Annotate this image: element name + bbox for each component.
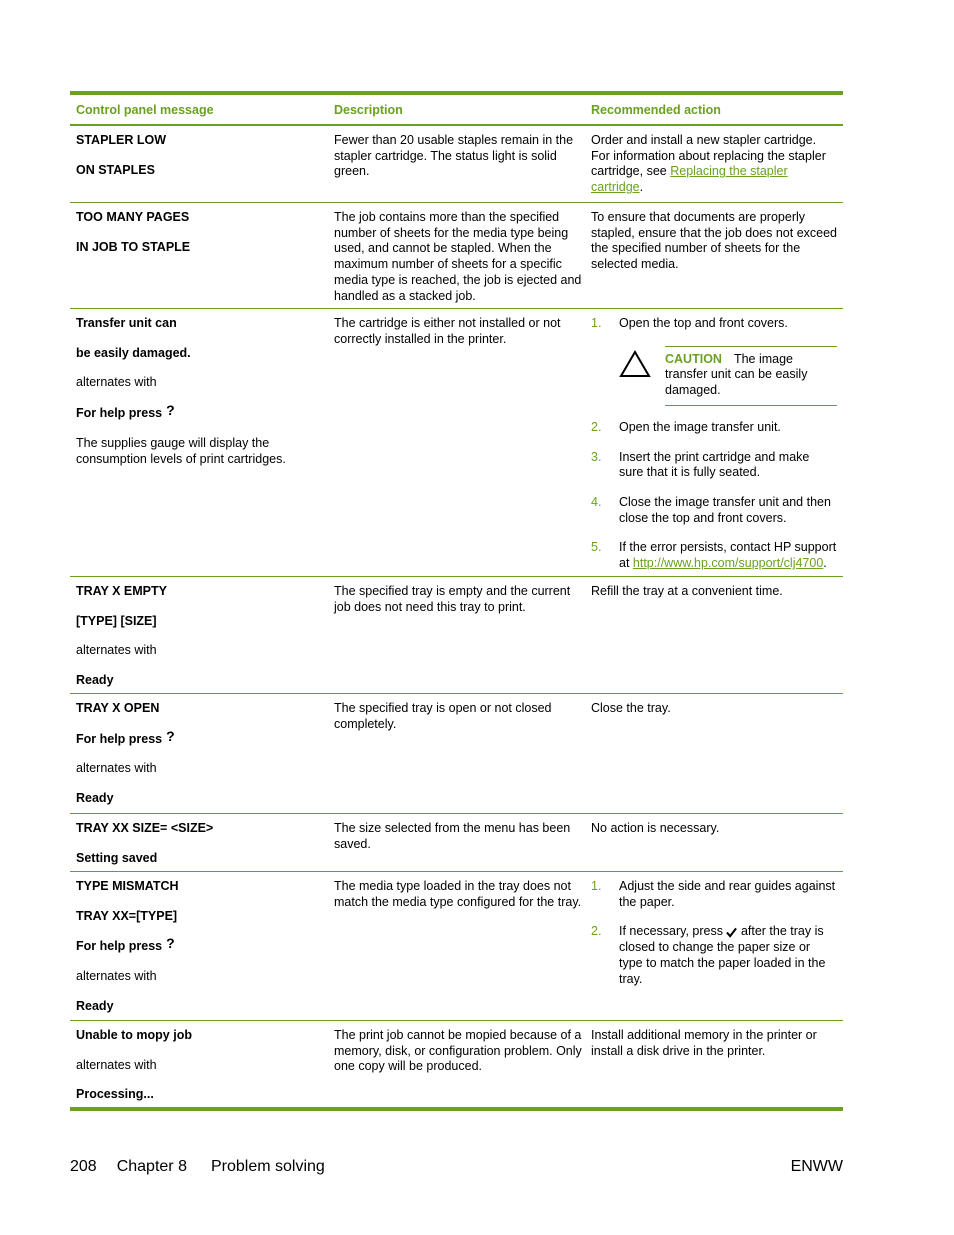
message-line xyxy=(76,727,328,748)
description-cell: The specified tray is empty and the current job does not need this tray to print. xyxy=(334,584,571,614)
message-line: Processing... xyxy=(76,1087,154,1102)
caution-text: The image transfer unit can be easily damaged. xyxy=(665,351,808,398)
step-number: 3. xyxy=(591,449,602,464)
help-label: For help press xyxy=(76,406,163,421)
message-line: STAPLER LOW xyxy=(76,133,167,147)
replacing-stapler-link[interactable]: Replacing the stapler cartridge xyxy=(591,164,788,195)
action-text-end: . xyxy=(639,180,644,195)
table-row xyxy=(70,126,843,203)
message-cell xyxy=(70,1028,328,1107)
help-label: For help press xyxy=(76,731,163,746)
step-number: 1. xyxy=(591,316,602,330)
message-line: TRAY X EMPTY xyxy=(76,584,167,598)
message-line: Ready xyxy=(76,791,114,806)
page-footer xyxy=(70,1158,843,1176)
message-line xyxy=(76,935,328,955)
message-line: alternates with xyxy=(76,375,157,390)
message-line: TRAY XX SIZE= <SIZE> xyxy=(76,821,214,835)
action-cell: Refill the tray at a convenient time. xyxy=(591,584,783,598)
table-bottom-rule xyxy=(70,1107,843,1111)
step-item xyxy=(591,420,837,436)
help-icon: ? xyxy=(166,402,175,419)
caution-note xyxy=(619,346,837,406)
action-cell: Close the tray. xyxy=(591,701,671,715)
warning-triangle-icon xyxy=(619,346,665,406)
step-item xyxy=(591,924,837,987)
message-cell xyxy=(70,879,328,1020)
action-cell: To ensure that documents are properly stapled, ensure that the job does not exceed the specified number of sheets for the selected media. xyxy=(591,210,838,272)
table-row xyxy=(70,203,843,309)
step-number: 5. xyxy=(591,540,602,555)
message-line: TYPE MISMATCH xyxy=(76,879,179,893)
message-line: Unable to mopy job xyxy=(76,1028,192,1042)
step-text-suffix: . xyxy=(823,556,827,571)
step-number: 2. xyxy=(591,419,602,434)
step-number: 4. xyxy=(591,494,602,509)
message-cell xyxy=(70,584,328,693)
step-text: Open the image transfer unit. xyxy=(619,419,781,434)
caution-label: CAUTION xyxy=(665,351,722,366)
message-line: alternates with xyxy=(76,761,157,776)
help-icon: ? xyxy=(166,935,175,952)
table-row xyxy=(70,1021,843,1107)
step-item xyxy=(591,495,837,526)
step-text: Open the top and front covers. xyxy=(619,316,788,330)
caution-box xyxy=(665,346,837,406)
message-line: alternates with xyxy=(76,643,157,658)
message-line: IN JOB TO STAPLE xyxy=(76,239,191,254)
locale-code: ENWW xyxy=(790,1158,843,1175)
table-row xyxy=(70,694,843,814)
step-text: Close the image transfer unit and then close the top and front covers. xyxy=(619,494,831,525)
description-cell: Fewer than 20 usable staples remain in the stapler cartridge. The status light is solid green. xyxy=(334,133,574,179)
message-line: Setting saved xyxy=(76,850,158,865)
description-cell: The specified tray is open or not closed completely. xyxy=(334,701,552,731)
step-item xyxy=(591,316,837,332)
step-text: Adjust the side and rear guides against the paper. xyxy=(619,879,836,909)
message-cell xyxy=(70,316,328,576)
description-cell: The cartridge is either not installed or not correctly installed in the printer. xyxy=(334,316,561,346)
step-text xyxy=(619,540,837,571)
action-cell xyxy=(585,316,843,576)
message-line: TRAY XX=[TYPE] xyxy=(76,908,178,923)
step-item xyxy=(591,450,837,481)
step-number: 2. xyxy=(591,924,602,939)
message-cell xyxy=(70,133,328,202)
message-line: alternates with xyxy=(76,969,157,984)
description-cell: The size selected from the menu has been saved. xyxy=(334,821,571,851)
hp-support-link[interactable]: http://www.hp.com/support/clj4700 xyxy=(632,556,824,571)
step-text: Insert the print cartridge and make sure that it is fully seated. xyxy=(619,449,810,480)
action-cell xyxy=(585,133,843,202)
step-number: 1. xyxy=(591,879,602,893)
table-row xyxy=(70,872,843,1021)
message-line: Transfer unit can xyxy=(76,316,177,330)
step-item xyxy=(591,540,837,571)
help-icon: ? xyxy=(166,727,175,744)
message-line: [TYPE] [SIZE] xyxy=(76,613,157,628)
step-text xyxy=(619,924,837,987)
message-table xyxy=(70,91,843,1111)
help-label: For help press xyxy=(76,939,163,954)
description-cell: The job contains more than the specified number of sheets for the media type being used, and cannot be stapled. When the maximum number of sheets for a specific media type is reached, the job is ejected and handled as a stacked job. xyxy=(334,210,582,303)
header-description: Description xyxy=(334,102,403,117)
header-control-panel-message: Control panel message xyxy=(76,102,214,117)
table-row xyxy=(70,814,843,872)
step-text-suffix: after the tray is closed to change the paper size or type to match the paper loaded in the tray. xyxy=(619,924,826,986)
message-cell xyxy=(70,821,328,871)
step-item xyxy=(591,879,837,910)
description-cell: The print job cannot be mopied because of a memory, disk, or configuration problem. Only one copy will be produced. xyxy=(334,1028,582,1074)
chapter-label: Chapter 8 xyxy=(116,1158,187,1175)
message-line: TRAY X OPEN xyxy=(76,701,160,715)
description-cell: The media type loaded in the tray does not match the media type configured for the tray. xyxy=(334,879,582,909)
header-recommended-action: Recommended action xyxy=(591,102,721,117)
checkmark-icon xyxy=(726,927,737,938)
action-cell: No action is necessary. xyxy=(591,821,720,835)
message-line: Ready xyxy=(76,998,114,1013)
action-text: Order and install a new stapler cartridge. For information about replacing the stapler cartridge, see xyxy=(591,133,826,179)
message-line: be easily damaged. xyxy=(76,345,191,360)
message-line: TOO MANY PAGES xyxy=(76,210,190,224)
message-line: ON STAPLES xyxy=(76,162,155,177)
step-text-prefix: If necessary, press xyxy=(619,924,723,939)
page-number: 208 xyxy=(70,1158,97,1175)
message-line: alternates with xyxy=(76,1057,157,1072)
section-title: Problem solving xyxy=(210,1158,325,1175)
message-line xyxy=(76,402,328,422)
message-line: Ready xyxy=(76,673,114,688)
step-text-prefix: If the error persists, contact HP support at xyxy=(619,540,837,571)
action-cell: Install additional memory in the printer or install a disk drive in the printer. xyxy=(591,1028,817,1058)
table-row xyxy=(70,577,843,694)
message-line: The supplies gauge will display the consumption levels of print cartridges. xyxy=(76,435,286,466)
message-cell xyxy=(70,701,328,813)
table-header xyxy=(70,95,843,126)
action-cell xyxy=(585,879,843,1020)
table-row xyxy=(70,309,843,577)
message-cell xyxy=(70,210,328,308)
